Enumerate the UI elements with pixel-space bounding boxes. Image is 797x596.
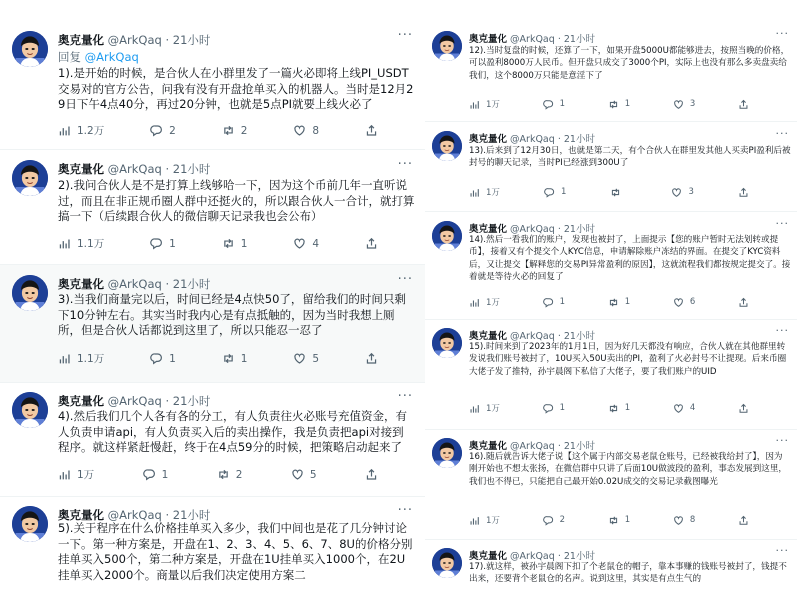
share-button[interactable] [365, 467, 378, 482]
replying-prefix: 回复 [58, 50, 81, 64]
bar-chart-icon [469, 187, 480, 198]
action-bar [469, 514, 749, 526]
reply-button[interactable] [543, 296, 565, 308]
retweet-count: 1 [624, 99, 631, 109]
retweet-button[interactable] [217, 467, 243, 482]
tweet-header [469, 131, 789, 145]
handle[interactable]: @ArkQaq [510, 551, 555, 562]
replying-to [58, 49, 139, 65]
views-count: 1万 [486, 516, 500, 526]
tweet-text: 1).是开始的时候，是合伙人在小群里发了一篇火必即将上线PI_USDT交易对的官方公告，问我有没有开盘抢单买入的机器人。当时是12月29日下午4点40分，再过20分钟，也就是5点PI就要上线火必了 [58, 66, 414, 111]
speech-bubble-icon [543, 515, 554, 526]
tweet-card[interactable] [0, 150, 425, 265]
tweet-card[interactable] [425, 212, 797, 320]
tweet-header [58, 276, 417, 292]
timestamp[interactable]: · 21小时 [165, 33, 211, 47]
reply-button[interactable] [543, 98, 565, 110]
bar-chart-icon [58, 468, 71, 481]
views-button[interactable] [469, 514, 500, 526]
tweet-card[interactable] [425, 540, 797, 596]
like-button[interactable] [293, 236, 319, 251]
reply-button[interactable] [150, 236, 176, 251]
display-name[interactable]: 奥克量化 [469, 331, 508, 342]
retweet-icon [608, 403, 619, 414]
tweet-text: 4).然后我们几个人各有各的分工，有人负责往火必账号充值资金，有人负责申请api，有人负责买入后的卖出操作，我是负责把api对接到程序。就这样紧赶慢赶，终于在4点59分的时候，把策略启动起来了 [58, 409, 407, 454]
tweet-card[interactable] [425, 122, 797, 212]
handle[interactable]: @ArkQaq [107, 33, 162, 47]
like-button[interactable] [293, 123, 319, 138]
share-icon [365, 237, 378, 250]
heart-icon [293, 124, 306, 137]
action-bar [58, 351, 378, 366]
retweet-icon [222, 237, 235, 250]
timestamp[interactable]: · 21小时 [165, 277, 211, 291]
more-options-icon[interactable]: ··· [775, 27, 789, 40]
retweet-count: 1 [240, 237, 248, 250]
timestamp[interactable]: · 21小时 [557, 551, 595, 562]
views-button[interactable] [469, 296, 500, 308]
retweet-icon [217, 468, 230, 481]
speech-bubble-icon [150, 352, 163, 365]
display-name[interactable]: 奥克量化 [58, 162, 104, 176]
share-button[interactable] [738, 402, 749, 414]
retweet-count: 1 [240, 352, 248, 365]
retweet-button[interactable] [610, 186, 627, 198]
reply-button[interactable] [543, 402, 565, 414]
speech-bubble-icon [150, 124, 163, 137]
retweet-button[interactable] [608, 402, 630, 414]
more-options-icon[interactable]: ··· [397, 272, 413, 287]
action-bar [469, 402, 749, 414]
retweet-count: 1 [624, 515, 631, 525]
like-button[interactable] [673, 98, 695, 110]
action-bar [58, 467, 378, 482]
reply-button[interactable] [543, 514, 565, 526]
share-icon [738, 297, 749, 308]
views-button[interactable] [469, 98, 500, 110]
retweet-count: 2 [235, 468, 243, 481]
like-count: 4 [689, 403, 696, 413]
handle[interactable]: @ArkQaq [107, 394, 162, 408]
avatar[interactable] [12, 392, 48, 428]
heart-icon [671, 187, 682, 198]
handle[interactable]: @ArkQaq [107, 508, 162, 522]
retweet-count: 1 [624, 297, 631, 307]
like-button[interactable] [673, 296, 695, 308]
avatar[interactable] [432, 131, 462, 161]
more-options-icon[interactable]: ··· [397, 157, 413, 172]
action-bar [58, 123, 378, 138]
speech-bubble-icon [543, 99, 554, 110]
views-button[interactable] [58, 467, 94, 482]
reply-count: 1 [169, 352, 176, 365]
views-button[interactable] [58, 123, 104, 138]
reply-button[interactable] [150, 351, 176, 366]
retweet-button[interactable] [222, 351, 248, 366]
retweet-icon [608, 297, 619, 308]
right-thread-column [425, 0, 797, 596]
tweet-card[interactable] [0, 497, 425, 596]
speech-bubble-icon [543, 297, 554, 308]
reply-button[interactable] [150, 123, 176, 138]
more-options-icon[interactable]: ··· [775, 217, 789, 230]
like-count: 5 [309, 468, 317, 481]
reply-count: 1 [161, 468, 169, 481]
tweet-text: 14).然后一看我们的账户，发现也被封了，上面提示【您的账户暂时无法划转或提币】，接着又有个提交个人KYC信息，申请解除账户冻结的界面。在提交了KYC资料后，又让提交【解释您的交易PI异常盈利的原因】，这就流程我们都按规定提交了。接着就是等待火必的回复了 [469, 235, 791, 282]
retweet-button[interactable] [608, 98, 630, 110]
display-name[interactable]: 奥克量化 [58, 277, 104, 291]
like-count: 5 [312, 352, 320, 365]
handle[interactable]: @ArkQaq [510, 134, 555, 145]
like-count: 4 [312, 237, 320, 250]
more-options-icon[interactable]: ··· [397, 28, 413, 43]
like-count: 8 [312, 124, 320, 137]
views-count: 1万 [486, 100, 500, 110]
speech-bubble-icon [543, 403, 554, 414]
like-button[interactable] [673, 402, 695, 414]
more-options-icon[interactable]: ··· [775, 544, 789, 557]
timestamp[interactable]: · 21小时 [165, 162, 211, 176]
like-count: 6 [689, 297, 696, 307]
retweet-button[interactable] [608, 514, 630, 526]
avatar[interactable] [432, 221, 462, 251]
timestamp[interactable]: · 21小时 [557, 134, 595, 145]
views-count: 1万 [486, 298, 500, 308]
avatar[interactable] [432, 548, 462, 578]
display-name[interactable]: 奥克量化 [469, 34, 508, 45]
share-icon [738, 403, 749, 414]
tweet-header [469, 328, 789, 342]
bar-chart-icon [58, 124, 71, 137]
retweet-icon [222, 124, 235, 137]
retweet-count: 1 [624, 403, 631, 413]
retweet-icon [608, 99, 619, 110]
retweet-button[interactable] [222, 123, 248, 138]
display-name[interactable]: 奥克量化 [58, 33, 104, 47]
display-name[interactable]: 奥克量化 [469, 134, 508, 145]
retweet-icon [610, 187, 621, 198]
tweet-text: 16).随后就告诉大佬子说【这个属于内部交易老鼠仓账号，已经被我给封了】，因为刚开始也不想太张扬，在微信群中只讲了后面10U做波段的盈利，事态发展到这里，我们也不得已，只能把自己最开始0.02U成交的交易记录截图曝光 [469, 452, 788, 487]
replying-to-handle[interactable]: @ArkQaq [84, 50, 139, 64]
handle[interactable]: @ArkQaq [510, 34, 555, 45]
views-count: 1万 [486, 404, 500, 414]
heart-icon [673, 403, 684, 414]
avatar[interactable] [12, 506, 48, 542]
share-icon [738, 187, 749, 198]
tweet-text: 3).当我们商量完以后，时间已经是4点快50了，留给我们的时间只剩下10分钟左右。其实当时我内心是有点抵触的，因为当时我想上厕所，但是合伙人话都说到这里了，所以只能忍一忍了 [58, 292, 406, 337]
reply-count: 1 [559, 403, 566, 413]
bar-chart-icon [469, 515, 480, 526]
reply-count: 2 [169, 124, 176, 137]
like-count: 8 [689, 515, 696, 525]
tweet-card[interactable] [0, 20, 425, 150]
timestamp[interactable]: · 21小时 [557, 331, 595, 342]
like-button[interactable] [291, 467, 317, 482]
like-button[interactable] [671, 186, 693, 198]
display-name[interactable]: 奥克量化 [58, 394, 104, 408]
heart-icon [673, 515, 684, 526]
share-button[interactable] [738, 296, 749, 308]
share-button[interactable] [365, 123, 378, 138]
share-button[interactable] [365, 351, 378, 366]
like-count: 3 [688, 187, 694, 197]
views-count: 1.1万 [77, 238, 105, 250]
timestamp[interactable]: · 21小时 [557, 34, 595, 45]
avatar[interactable] [12, 31, 48, 67]
timestamp[interactable]: · 21小时 [557, 441, 595, 452]
display-name[interactable]: 奥克量化 [469, 441, 508, 452]
handle[interactable]: @ArkQaq [510, 224, 555, 235]
reply-count: 1 [559, 297, 566, 307]
retweet-icon [222, 352, 235, 365]
timestamp[interactable]: · 21小时 [165, 394, 211, 408]
tweet-card[interactable] [425, 430, 797, 540]
share-icon [365, 352, 378, 365]
action-bar [469, 186, 749, 198]
more-options-icon[interactable]: ··· [397, 389, 413, 404]
tweet-header [58, 393, 417, 409]
heart-icon [673, 99, 684, 110]
bar-chart-icon [469, 297, 480, 308]
tweet-card[interactable] [425, 320, 797, 430]
handle[interactable]: @ArkQaq [107, 277, 162, 291]
timestamp[interactable]: · 21小时 [165, 508, 211, 522]
reply-button[interactable] [544, 186, 566, 198]
share-button[interactable] [738, 186, 749, 198]
like-count: 3 [689, 99, 696, 109]
action-bar [58, 236, 378, 251]
share-button[interactable] [738, 514, 749, 526]
more-options-icon[interactable]: ··· [775, 434, 789, 447]
tweet-header [469, 31, 789, 45]
avatar[interactable] [432, 31, 462, 61]
like-button[interactable] [673, 514, 695, 526]
reply-count: 1 [169, 237, 176, 250]
more-options-icon[interactable]: ··· [775, 324, 789, 337]
avatar[interactable] [12, 160, 48, 196]
reply-button[interactable] [143, 467, 169, 482]
views-button[interactable] [469, 186, 500, 198]
views-count: 1.1万 [77, 353, 105, 365]
share-button[interactable] [365, 236, 378, 251]
tweet-text: 12).当时复盘的时候，还算了一下，如果开盘5000U都能够进去，按照当晚的价格，可以盈利8000万人民币。但开盘只成交了3000个PI，实际上也没有那么多卖盘卖给我们，这个8000万只能是意淫下了 [469, 46, 790, 81]
heart-icon [293, 237, 306, 250]
like-button[interactable] [293, 351, 319, 366]
views-button[interactable] [58, 236, 104, 251]
retweet-button[interactable] [222, 236, 248, 251]
share-icon [738, 515, 749, 526]
tweet-header [469, 438, 789, 452]
tweet-text: 5).关于程序在什么价格挂单买入多少，我们中间也是花了几分钟讨论一下。第一种方案是，开盘在1、2、3、4、5、6、7、8U的价格分别挂单买入500个，第二种方案是，开盘在1U挂单买入1000个，在2U挂单买入2000个。商量以后我们决定使用方案二 [58, 521, 413, 582]
views-count: 1.2万 [77, 125, 105, 137]
views-count: 1万 [77, 469, 95, 481]
tweet-text: 17).就这样，被孙宇晨阁下扣了个老鼠仓的帽子，靠本事赚的钱账号被封了，钱提不出来，还要背个老鼠仓的名声。说到这里，其实是有点生气的 [469, 562, 787, 585]
tweet-header [469, 548, 789, 562]
retweet-button[interactable] [608, 296, 630, 308]
reply-count: 1 [559, 99, 566, 109]
retweet-icon [608, 515, 619, 526]
display-name[interactable]: 奥克量化 [469, 224, 508, 235]
heart-icon [291, 468, 304, 481]
tweet-header [58, 32, 417, 48]
share-icon [365, 468, 378, 481]
views-count: 1万 [486, 188, 500, 198]
speech-bubble-icon [150, 237, 163, 250]
display-name[interactable]: 奥克量化 [469, 551, 508, 562]
display-name[interactable]: 奥克量化 [58, 508, 104, 522]
views-button[interactable] [469, 402, 500, 414]
views-button[interactable] [58, 351, 104, 366]
retweet-count: 2 [240, 124, 248, 137]
heart-icon [673, 297, 684, 308]
tweet-card[interactable] [425, 22, 797, 122]
action-bar [469, 296, 749, 308]
avatar[interactable] [432, 438, 462, 468]
bar-chart-icon [469, 99, 480, 110]
tweet-card[interactable] [0, 265, 425, 383]
heart-icon [293, 352, 306, 365]
action-bar [469, 98, 749, 110]
tweet-text: 15).时间来到了2023年的1月1日，因为好几天都没有响应，合伙人就在其他群里转发说我们账号被封了，10U买入50U卖出的PI，盈利了火必封号不让提现。后来币圈大佬子发了推特，孙宇晨阁下私信了大佬子，要了我们账户的UID [469, 342, 787, 377]
share-icon [365, 124, 378, 137]
speech-bubble-icon [143, 468, 156, 481]
tweet-card[interactable] [0, 383, 425, 497]
handle[interactable]: @ArkQaq [107, 162, 162, 176]
tweet-header [58, 161, 417, 177]
tweet-header [469, 221, 789, 235]
bar-chart-icon [58, 237, 71, 250]
tweet-text: 2).我问合伙人是不是打算上线够哈一下，因为这个币前几年一直听说过，而且在非正规币圈人群中还挺火的，所以跟合伙人一合计，就打算搞一下（后续跟合伙人的微信聊天记录我也会公布） [58, 178, 415, 223]
handle[interactable]: @ArkQaq [510, 441, 555, 452]
timestamp[interactable]: · 21小时 [557, 224, 595, 235]
avatar[interactable] [432, 328, 462, 358]
avatar[interactable] [12, 275, 48, 311]
handle[interactable]: @ArkQaq [510, 331, 555, 342]
reply-count: 1 [560, 187, 567, 197]
more-options-icon[interactable]: ··· [397, 503, 413, 518]
reply-count: 2 [559, 515, 566, 525]
tweet-text: 13).后来到了12月30日，也就是第二天，有个合伙人在群里发其他人买卖PI盈利后被封号的聊天记录，当时PI已经涨到300U了 [469, 146, 791, 169]
share-button[interactable] [738, 98, 749, 110]
speech-bubble-icon [544, 187, 555, 198]
bar-chart-icon [58, 352, 71, 365]
share-icon [738, 99, 749, 110]
bar-chart-icon [469, 403, 480, 414]
more-options-icon[interactable]: ··· [775, 127, 789, 140]
